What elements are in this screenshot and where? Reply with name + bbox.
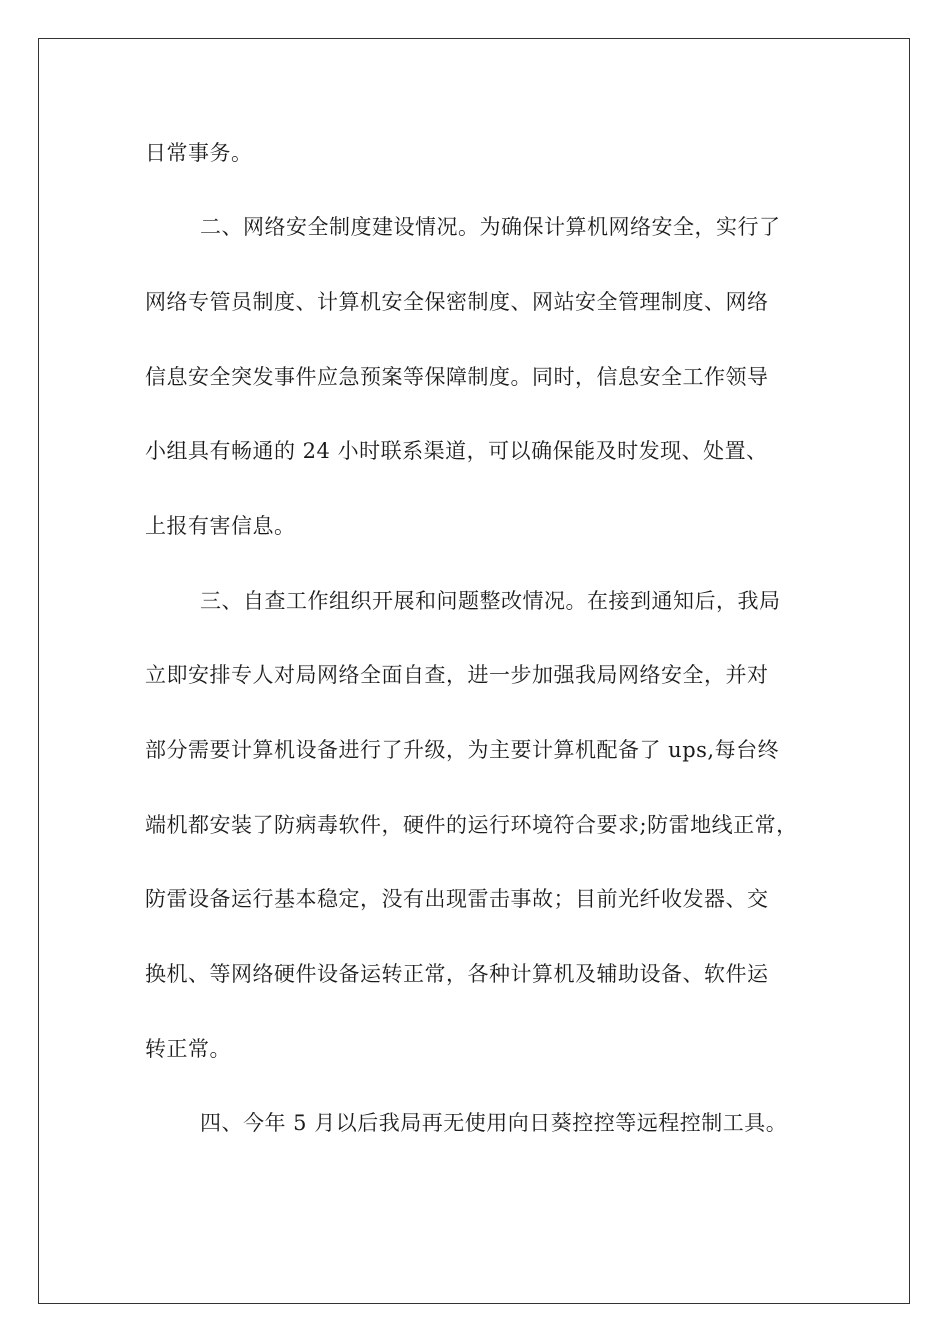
paragraph-line: 日常事务。: [145, 141, 253, 165]
paragraph-line: 小组具有畅通的 24 小时联系渠道，可以确保能及时发现、处置、: [145, 439, 768, 463]
paragraph-line: 三、自查工作组织开展和问题整改情况。在接到通知后，我局: [200, 589, 781, 613]
paragraph-line: 上报有害信息。: [145, 514, 296, 538]
paragraph-line: 网络专管员制度、计算机安全保密制度、网站安全管理制度、网络: [145, 290, 769, 314]
paragraph-line: 防雷设备运行基本稳定，没有出现雷击事故；目前光纤收发器、交: [145, 887, 769, 911]
paragraph-line: 转正常。: [145, 1037, 231, 1061]
paragraph-line: 端机都安装了防病毒软件，硬件的运行环境符合要求;防雷地线正常，: [145, 813, 798, 837]
paragraph-line: 部分需要计算机设备进行了升级，为主要计算机配备了 ups,每台终: [145, 738, 780, 762]
paragraph-line: 立即安排专人对局网络全面自查，进一步加强我局网络安全，并对: [145, 663, 769, 687]
paragraph-line: 二、网络安全制度建设情况。为确保计算机网络安全，实行了: [200, 215, 781, 239]
paragraph-line: 信息安全突发事件应急预案等保障制度。同时，信息安全工作领导: [145, 365, 769, 389]
paragraph-line: 四、今年 5 月以后我局再无使用向日葵控控等远程控制工具。: [200, 1111, 788, 1135]
paragraph-line: 换机、等网络硬件设备运转正常，各种计算机及辅助设备、软件运: [145, 962, 769, 986]
